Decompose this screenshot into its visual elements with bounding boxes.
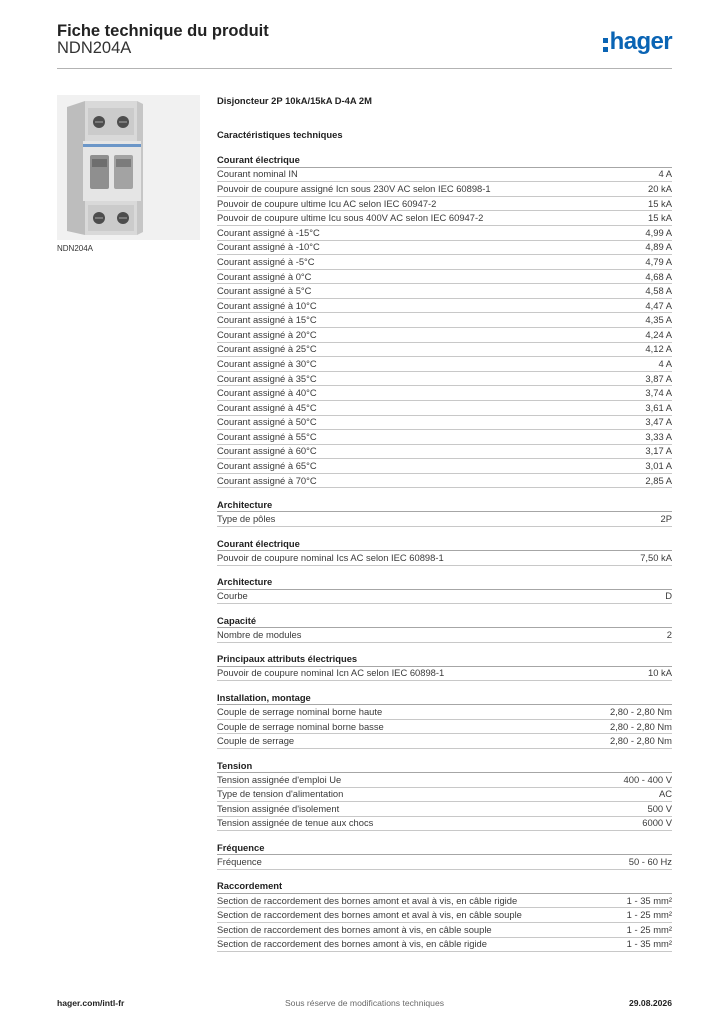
logo-wordmark: hager: [609, 28, 672, 55]
spec-value: 1 - 35 mm²: [626, 894, 672, 906]
spec-label: Section de raccordement des bornes amont à vis, en câble rigide: [217, 938, 487, 950]
spec-row: [217, 512, 672, 527]
spec-value: 3,87 A: [645, 372, 672, 384]
spec-label: Nombre de modules: [217, 628, 302, 640]
spec-label: Courant assigné à 35°C: [217, 372, 317, 384]
spec-row: [217, 788, 672, 803]
spec-label: Courant assigné à 70°C: [217, 474, 317, 486]
spec-label: Courant assigné à 0°C: [217, 270, 312, 282]
section-heading: Courant électrique: [217, 154, 672, 167]
spec-section: [217, 154, 672, 488]
spec-row: [217, 357, 672, 372]
spec-label: Couple de serrage nominal borne basse: [217, 720, 384, 732]
spec-value: 2,80 - 2,80 Nm: [609, 735, 672, 747]
spec-label: Courant assigné à 50°C: [217, 416, 317, 428]
spec-section: [217, 760, 672, 832]
page-footer: [57, 997, 672, 1009]
spec-label: Courant assigné à -5°C: [217, 255, 315, 267]
spec-row: [217, 226, 672, 241]
spec-label: Courant assigné à 20°C: [217, 328, 317, 340]
spec-row: [217, 211, 672, 226]
spec-value: 3,01 A: [645, 460, 672, 472]
spec-row: [217, 168, 672, 183]
spec-value: 15 kA: [648, 197, 672, 209]
spec-table: [217, 154, 672, 952]
specs-title: Caractéristiques techniques: [217, 129, 343, 140]
spec-value: 4,79 A: [645, 255, 672, 267]
spec-row: [217, 459, 672, 474]
spec-value: 2,80 - 2,80 Nm: [609, 705, 672, 717]
footer-disclaimer: Sous réserve de modifications techniques: [284, 998, 445, 1008]
spec-value: AC: [658, 788, 672, 800]
spec-value: 2P: [660, 513, 672, 525]
section-heading: Architecture: [217, 499, 672, 512]
spec-row: [217, 855, 672, 870]
spec-value: 4 A: [658, 168, 672, 180]
spec-value: 3,74 A: [645, 387, 672, 399]
spec-value: 15 kA: [648, 212, 672, 224]
spec-row: [217, 299, 672, 314]
spec-value: 2,80 - 2,80 Nm: [609, 720, 672, 732]
footer-website: hager.com/intl-fr: [57, 998, 125, 1008]
spec-label: Couple de serrage nominal borne haute: [217, 705, 383, 717]
spec-label: Pouvoir de coupure assigné Icn sous 230V AC selon IEC 60898-1: [217, 183, 491, 195]
spec-row: [217, 667, 672, 682]
spec-section: [217, 880, 672, 952]
spec-value: D: [665, 590, 672, 602]
spec-label: Pouvoir de coupure ultime Icu AC selon IEC 60947-2: [217, 197, 437, 209]
spec-value: 2: [666, 628, 672, 640]
spec-value: 3,47 A: [645, 416, 672, 428]
front-stripe: [83, 144, 141, 147]
spec-label: Tension assignée d'emploi Ue: [217, 773, 342, 785]
spec-value: 4,35 A: [645, 314, 672, 326]
spec-label: Type de pôles: [217, 513, 276, 525]
spec-label: Courant assigné à 45°C: [217, 401, 317, 413]
spec-label: Courant assigné à -10°C: [217, 241, 320, 253]
spec-label: Courant assigné à -15°C: [217, 226, 320, 238]
spec-label: Courant assigné à 60°C: [217, 445, 317, 457]
spec-value: 500 V: [647, 802, 672, 814]
spec-row: [217, 938, 672, 953]
spec-label: Courant assigné à 5°C: [217, 285, 312, 297]
spec-value: 1 - 25 mm²: [626, 909, 672, 921]
spec-value: 4 A: [658, 357, 672, 369]
spec-row: [217, 923, 672, 938]
spec-value: 1 - 25 mm²: [626, 923, 672, 935]
spec-row: [217, 590, 672, 605]
spec-row: [217, 894, 672, 909]
logo-dot: [603, 38, 608, 43]
spec-label: Couple de serrage: [217, 735, 295, 747]
spec-row: [217, 401, 672, 416]
document-title: Fiche technique du produit: [57, 22, 269, 40]
spec-value: 4,47 A: [645, 299, 672, 311]
spec-row: [217, 734, 672, 749]
spec-value: 7,50 kA: [640, 551, 672, 563]
spec-row: [217, 802, 672, 817]
spec-value: 4,89 A: [645, 241, 672, 253]
spec-label: Courant assigné à 55°C: [217, 430, 317, 442]
spec-value: 3,17 A: [645, 445, 672, 457]
section-heading: Raccordement: [217, 880, 672, 893]
spec-label: Pouvoir de coupure nominal Icn AC selon IEC 60898-1: [217, 667, 445, 679]
spec-label: Courant assigné à 30°C: [217, 357, 317, 369]
section-heading: Principaux attributs électriques: [217, 653, 672, 666]
spec-value: 400 - 400 V: [623, 773, 672, 785]
spec-section: [217, 538, 672, 566]
product-reference: NDN204A: [57, 39, 132, 57]
spec-row: [217, 551, 672, 566]
spec-label: Courant assigné à 15°C: [217, 314, 317, 326]
spec-label: Pouvoir de coupure nominal Ics AC selon IEC 60898-1: [217, 551, 444, 563]
spec-value: 4,12 A: [645, 343, 672, 355]
spec-row: [217, 328, 672, 343]
spec-row: [217, 705, 672, 720]
breaker-side: [67, 101, 85, 235]
header-divider: [57, 68, 672, 69]
spec-row: [217, 720, 672, 735]
spec-row: [217, 817, 672, 832]
spec-label: Courant assigné à 65°C: [217, 460, 317, 472]
spec-value: 4,99 A: [645, 226, 672, 238]
product-name: Disjoncteur 2P 10kA/15kA D-4A 2M: [217, 95, 372, 106]
spec-section: [217, 692, 672, 749]
section-heading: Fréquence: [217, 842, 672, 855]
section-heading: Tension: [217, 760, 672, 773]
spec-label: Section de raccordement des bornes amont et aval à vis, en câble souple: [217, 909, 522, 921]
spec-row: [217, 416, 672, 431]
spec-row: [217, 197, 672, 212]
spec-row: [217, 270, 672, 285]
spec-row: [217, 313, 672, 328]
circuit-breaker-image: [57, 95, 200, 240]
spec-row: [217, 908, 672, 923]
spec-section: [217, 842, 672, 870]
image-caption: NDN204A: [57, 244, 94, 253]
spec-row: [217, 773, 672, 788]
spec-label: Tension assignée d'isolement: [217, 802, 340, 814]
spec-value: 3,33 A: [645, 430, 672, 442]
logo-dot: [603, 47, 608, 52]
spec-section: [217, 576, 672, 604]
spec-section: [217, 499, 672, 527]
spec-label: Tension assignée de tenue aux chocs: [217, 817, 374, 829]
spec-row: [217, 386, 672, 401]
spec-value: 2,85 A: [645, 474, 672, 486]
spec-row: [217, 430, 672, 445]
spec-row: [217, 255, 672, 270]
spec-value: 1 - 35 mm²: [626, 938, 672, 950]
spec-row: [217, 372, 672, 387]
spec-row: [217, 474, 672, 489]
spec-section: [217, 653, 672, 681]
spec-value: 6000 V: [642, 817, 672, 829]
spec-value: 50 - 60 Hz: [628, 856, 672, 867]
footer-date: 29.08.2026: [628, 998, 672, 1008]
spec-label: Section de raccordement des bornes amont et aval à vis, en câble rigide: [217, 894, 518, 906]
spec-value: 10 kA: [648, 667, 672, 679]
logo-colon-icon: [603, 38, 608, 52]
section-heading: Installation, montage: [217, 692, 672, 705]
spec-value: 3,61 A: [645, 401, 672, 413]
spec-row: [217, 343, 672, 358]
spec-label: Type de tension d'alimentation: [217, 788, 344, 800]
spec-row: [217, 445, 672, 460]
spec-value: 4,24 A: [645, 328, 672, 340]
spec-value: 4,68 A: [645, 270, 672, 282]
spec-row: [217, 182, 672, 197]
spec-label: Courant assigné à 40°C: [217, 387, 317, 399]
spec-row: [217, 241, 672, 256]
spec-label: Pouvoir de coupure ultime Icu sous 400V AC selon IEC 60947-2: [217, 212, 484, 224]
spec-label: Courbe: [217, 590, 248, 602]
spec-label: Section de raccordement des bornes amont à vis, en câble souple: [217, 923, 492, 935]
section-heading: Architecture: [217, 576, 672, 589]
spec-label: Courant nominal IN: [217, 168, 298, 180]
section-heading: Capacité: [217, 615, 672, 628]
spec-label: Fréquence: [217, 856, 262, 867]
section-heading: Courant électrique: [217, 538, 672, 551]
spec-value: 20 kA: [648, 183, 672, 195]
hager-logo: [603, 27, 672, 57]
spec-row: [217, 284, 672, 299]
spec-value: 4,58 A: [645, 285, 672, 297]
spec-label: Courant assigné à 25°C: [217, 343, 317, 355]
spec-section: [217, 615, 672, 643]
spec-row: [217, 628, 672, 643]
spec-label: Courant assigné à 10°C: [217, 299, 317, 311]
